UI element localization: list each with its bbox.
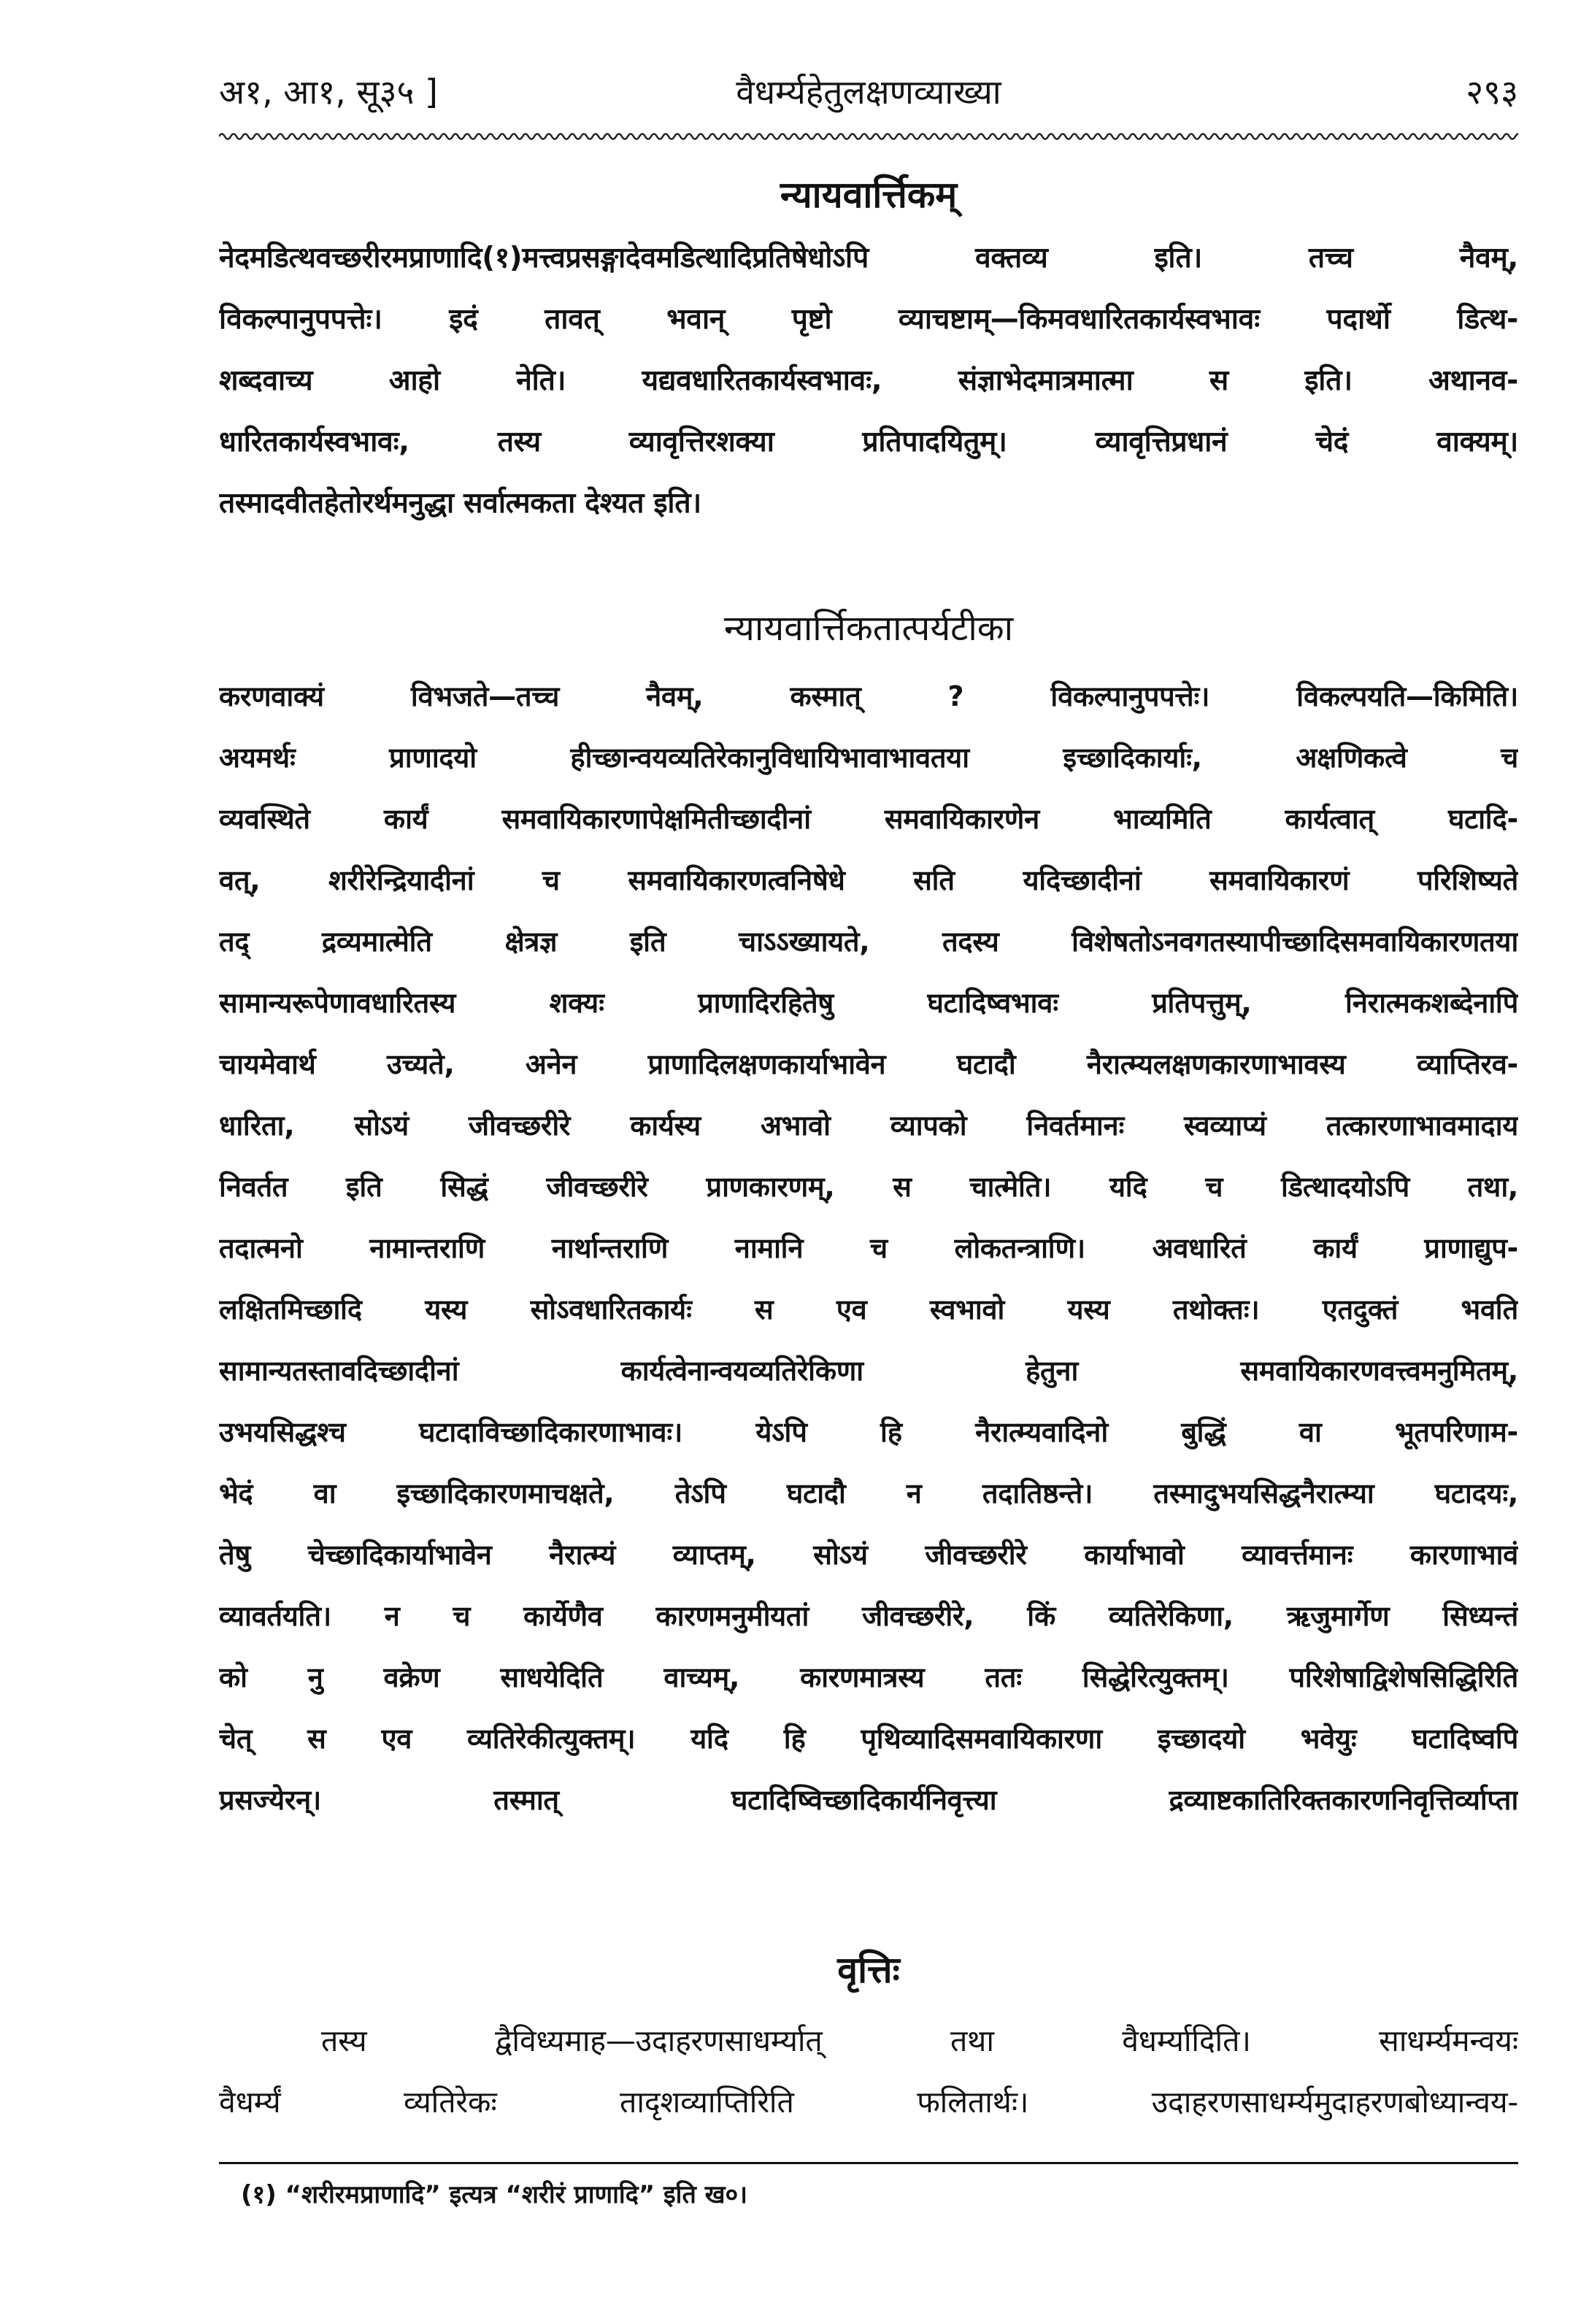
text-line: करणवाक्यं विभजते—तच्च नैवम्, कस्मात् ? विकल्पानुपपत्तेः। विकल्पयति—किमिति। [219,680,1518,712]
text-line: उभयसिद्धश्च घटादाविच्छादिकारणाभावः। येऽपि हि नैरात्म्यवादिनो बुद्धिं वा भूतपरिणाम- [219,1416,1518,1448]
tatparyatika-text [219,666,1518,1831]
header-section-ref: अ१, आ१, सू३५ ] [219,72,438,112]
text-line: तद् द्रव्यमात्मेति क्षेत्रज्ञ इति चाऽऽख्यायते, तदस्य विशेषतोऽनवगतस्यापीच्छादिसमवायिकारणतया [219,926,1518,958]
heading-vritti: वृत्तिः [837,1949,900,1991]
header-wavy-rule [219,130,1518,143]
text-line: वत्, शरीरेन्द्रियादीनां च समवायिकारणत्वनिषेधे सति यदिच्छादीनां समवायिकारणं परिशिष्यते [219,864,1518,896]
text-line: शब्दवाच्य आहो नेति। यद्यवधारितकार्यस्वभावः, संज्ञाभेदमात्रमात्मा स इति। अथानव- [219,364,1518,397]
text-line: धारिता, सोऽयं जीवच्छरीरे कार्यस्य अभावो व्यापको निवर्तमानः स्वव्याप्यं तत्कारणाभावमादाय [219,1109,1518,1142]
text-line: निवर्तत इति सिद्धं जीवच्छरीरे प्राणकारणम्, स चात्मेति। यदि च डित्थादयोऽपि तथा, [219,1171,1518,1203]
text-line: तेषु चेच्छादिकार्याभावेन नैरात्म्यं व्याप्तम्, सोऽयं जीवच्छरीरे कार्याभावो व्यावर्त्तमानः कारणाभावं [219,1539,1518,1571]
text-line: व्यावर्तयति। न च कार्येणैव कारणमनुमीयतां जीवच्छरीरे, किं व्यतिरेकिणा, ऋजुमार्गेण सिध्यन्तं [219,1600,1518,1632]
text-line: तस्मादवीतहेतोरर्थमनुद्धा सर्वात्मकता देश्यत इति। [219,487,701,520]
page-number: २९३ [1466,72,1518,112]
text-line: अयमर्थः प्राणादयो हीच्छान्वयव्यतिरेकानुविधायिभावाभावतया इच्छादिकार्याः, अक्षणिकत्वे च [219,742,1518,774]
header-title: वैधर्म्यहेतुलक्षणव्याख्या [736,72,1001,112]
text-line: वैधर्म्यं व्यतिरेकः तादृशव्याप्तिरिति फलितार्थः। उदाहरणसाधर्म्यमुदाहरणबोध्यान्वय- [219,2085,1518,2120]
text-line: लक्षितमिच्छादि यस्य सोऽवधारितकार्यः स एव स्वभावो यस्य तथोक्तः। एतदुक्तं भवति [219,1293,1518,1325]
text-line: तदात्मनो नामान्तराणि नार्थान्तराणि नामानि च लोकतन्त्राणि। अवधारितं कार्यं प्राणाद्युप- [219,1232,1518,1264]
text-line: विकल्पानुपपत्तेः। इदं तावत् भवान् पृष्टो व्याचष्टाम्—किमवधारितकार्यस्वभावः पदार्थो डित्थ- [219,303,1518,336]
heading-tatparyatika: न्यायवार्त्तिकतात्पर्यटीका [723,608,1014,649]
text-line: सामान्यरूपेणावधारितस्य शक्यः प्राणादिरहितेषु घटादिष्वभावः प्रतिपत्तुम्, निरात्मकशब्देनापि [219,987,1518,1019]
footnote: (१) “शरीरमप्राणादि” इत्यत्र “शरीरं प्राणादि” इति ख०। [241,2180,748,2209]
vritti-text [219,2010,1518,2133]
text-line: सामान्यतस्तावदिच्छादीनां कार्यत्वेनान्वयव्यतिरेकिणा हेतुना समवायिकारणवत्त्वमनुमितम्, [219,1355,1518,1387]
text-line: चेत् स एव व्यतिरेकीत्युक्तम्। यदि हि पृथिव्यादिसमवायिकारणा इच्छादयो भवेयुः घटादिष्वपि [219,1723,1518,1755]
text-line: को नु वक्रेण साधयेदिति वाच्यम्, कारणमात्रस्य ततः सिद्धेरित्युक्तम्। परिशेषाद्विशेषसिद्धिरिति [219,1661,1518,1693]
text-line: व्यवस्थिते कार्यं समवायिकारणापेक्षमितीच्छादीनां समवायिकारणेन भाव्यमिति कार्यत्वात् घटादि- [219,803,1518,835]
text-line: नेदमडित्थवच्छरीरमप्राणादि(१)मत्त्वप्रसङ्गादेवमडित्थादिप्रतिषेधोऽपि वक्तव्य इति। तच्च नैवम्, [219,242,1518,274]
heading-nyayavartikam: न्यायवार्त्तिकम् [780,174,958,216]
text-line: भेदं वा इच्छादिकारणमाचक्षते, तेऽपि घटादौ न तदातिष्ठन्ते। तस्मादुभयसिद्धनैरात्म्या घटादयः, [219,1477,1518,1509]
nyayavartikam-text [219,228,1518,534]
text-line: चायमेवार्थ उच्यते, अनेन प्राणादिलक्षणकार्याभावेन घटादौ नैरात्म्यलक्षणकारणाभावस्य व्याप्तिरव- [219,1048,1518,1080]
footnote-rule [219,2162,1518,2164]
text-line: धारितकार्यस्वभावः, तस्य व्यावृत्तिरशक्या प्रतिपादयितुम्। व्यावृत्तिप्रधानं चेदं वाक्यम्। [219,426,1518,458]
running-header [219,57,1518,127]
text-line: तस्य द्वैविध्यमाह—उदाहरणसाधर्म्यात् तथा वैधर्म्यादिति। साधर्म्यमन्वयः [321,2023,1518,2058]
text-line: प्रसज्येरन्। तस्मात् घटादिष्विच्छादिकार्यनिवृत्त्या द्रव्याष्टकातिरिक्तकारणनिवृत्तिर्व्याप्ता [219,1784,1518,1816]
